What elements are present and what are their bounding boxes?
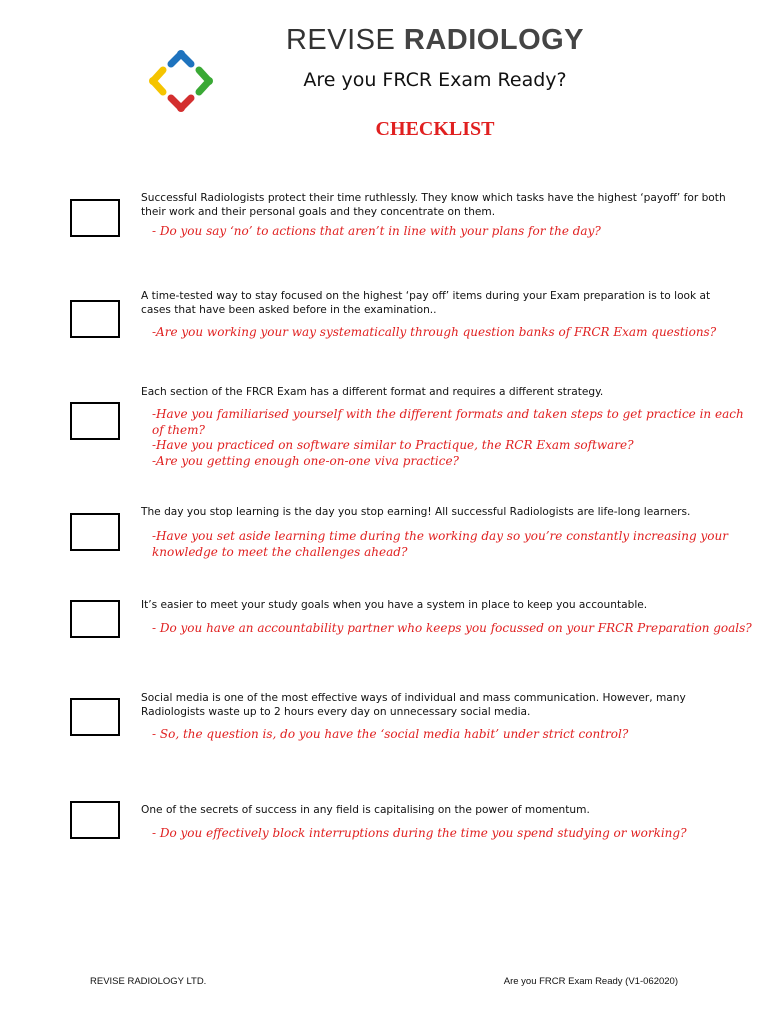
item-question: -Are you getting enough one-on-one viva practice?: [152, 454, 459, 468]
checkbox[interactable]: [70, 513, 120, 551]
item-statement: One of the secrets of success in any field is capitalising on the power of momentum.: [141, 804, 590, 816]
checkbox[interactable]: [70, 600, 120, 638]
checkbox[interactable]: [70, 402, 120, 440]
footer-company: REVISE RADIOLOGY LTD.: [90, 976, 207, 987]
item-statement: A time-tested way to stay focused on the highest ‘pay off’ items during your Exam preparation is to look at cases that have been asked before in the examination..: [141, 290, 711, 316]
item-statement: Each section of the FRCR Exam has a different format and requires a different strategy.: [141, 386, 604, 398]
checklist-heading: CHECKLIST: [375, 118, 495, 140]
item-statement: The day you stop learning is the day you stop earning! All successful Radiologists are life-long learners.: [141, 506, 691, 518]
brand-word-radiology: RADIOLOGY: [403, 24, 585, 56]
brand-title: [240, 18, 630, 66]
footer-document-version: Are you FRCR Exam Ready (V1-062020): [503, 976, 678, 987]
item-statement: Social media is one of the most effective ways of individual and mass communication. However, many Radiologists waste up to 2 hours every day on unnecessary social media.: [141, 692, 686, 718]
checkbox[interactable]: [70, 801, 120, 839]
item-statement: Successful Radiologists protect their time ruthlessly. They know which tasks have the highest ‘payoff’ for both their work and their personal goals and they concentrate on them.: [141, 192, 726, 218]
revise-radiology-logo: [149, 50, 213, 112]
brand-word-revise: REVISE: [285, 24, 404, 56]
item-question: - Do you say ‘no’ to actions that aren’t in line with your plans for the day?: [152, 224, 601, 238]
item-question: -Have you set aside learning time during the working day so you’re constantly increasing your knowledge to meet the challenges ahead?: [152, 529, 728, 559]
item-question: - So, the question is, do you have the ‘social media habit’ under strict control?: [152, 727, 629, 741]
item-question: - Do you have an accountability partner who keeps you focussed on your FRCR Preparation goals?: [152, 621, 752, 635]
item-statement: It’s easier to meet your study goals when you have a system in place to keep you accountable.: [141, 599, 648, 611]
checkbox[interactable]: [70, 698, 120, 736]
item-question: - Do you effectively block interruptions during the time you spend studying or working?: [152, 826, 687, 840]
item-question: -Have you practiced on software similar to Practique, the RCR Exam software?: [152, 438, 634, 452]
checkbox[interactable]: [70, 300, 120, 338]
item-question: -Are you working your way systematically through question banks of FRCR Exam questions?: [152, 325, 717, 339]
page-subtitle: Are you FRCR Exam Ready?: [303, 69, 567, 91]
item-question: -Have you familiarised yourself with the different formats and taken steps to get practice in each of them?: [152, 407, 744, 437]
checkbox[interactable]: [70, 199, 120, 237]
